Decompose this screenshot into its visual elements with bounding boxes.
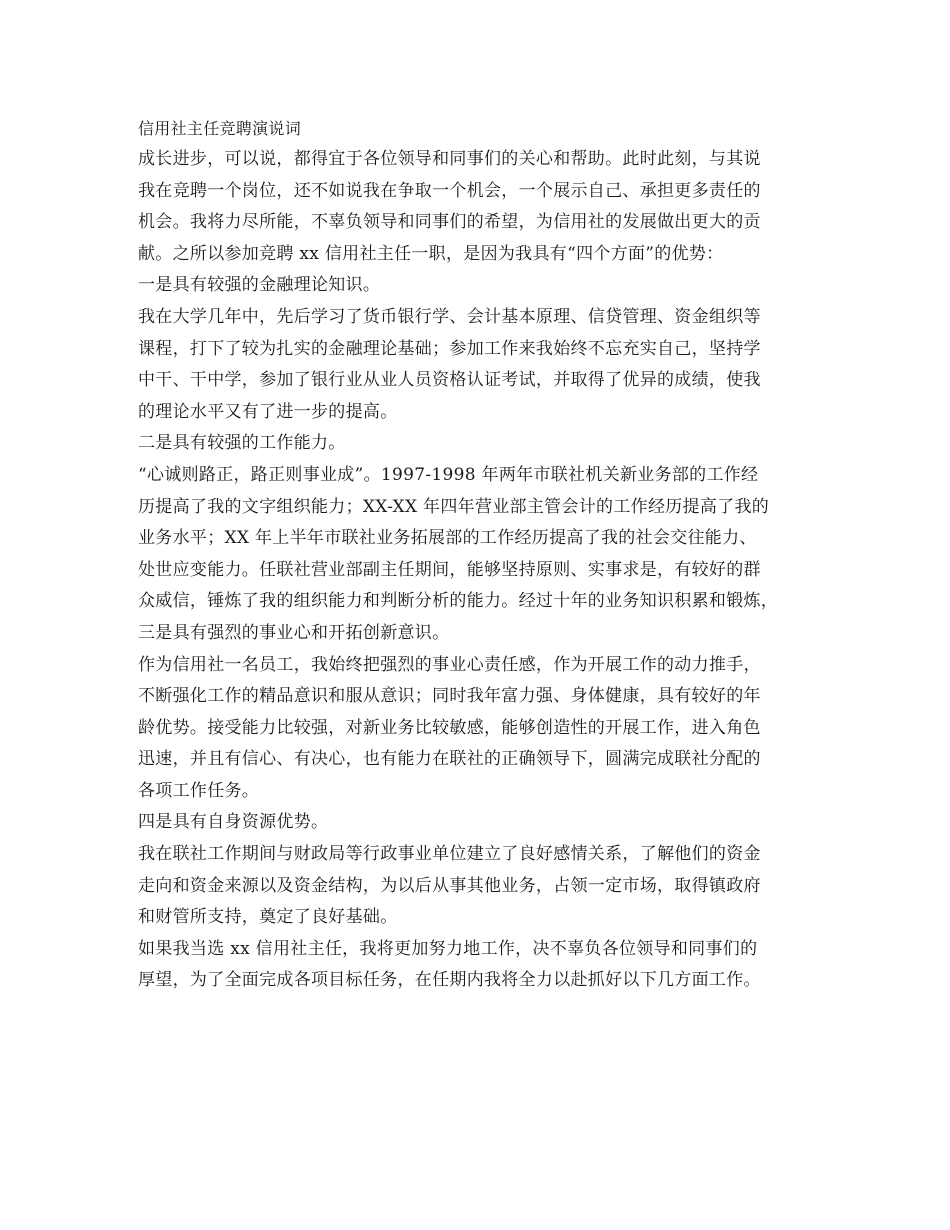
- text-line: 处世应变能力。任联社营业部副主任期间，能够坚持原则、实事求是，有较好的群: [138, 559, 761, 580]
- document-page: [138, 114, 818, 997]
- text-line: 各项工作任务。: [138, 780, 260, 801]
- document-body: [138, 144, 818, 997]
- text-line: 厚望，为了全面完成各项目标任务，在任期内我将全力以赴抓好以下几方面工作。: [138, 970, 761, 991]
- text-line: 中干、干中学，参加了银行业从业人员资格认证考试，并取得了优异的成绩，使我: [138, 370, 761, 391]
- section-heading: 四是具有自身资源优势。: [138, 812, 329, 833]
- text-line: 龄优势。接受能力比较强，对新业务比较敏感，能够创造性的开展工作，进入角色: [138, 717, 761, 738]
- text-line: 机会。我将力尽所能，不辜负领导和同事们的希望，为信用社的发展做出更大的贡: [138, 212, 761, 233]
- section-heading: 二是具有较强的工作能力。: [138, 433, 346, 454]
- text-line: 历提高了我的文字组织能力；XX-XX 年四年营业部主管会计的工作经历提高了我的: [138, 496, 770, 517]
- text-line: 迅速，并且有信心、有决心，也有能力在联社的正确领导下，圆满完成联社分配的: [138, 749, 761, 770]
- text-line: 作为信用社一名员工，我始终把强烈的事业心责任感，作为开展工作的动力推手，: [138, 654, 761, 675]
- text-line: 走向和资金来源以及资金结构，为以后从事其他业务，占领一定市场，取得镇政府: [138, 875, 761, 896]
- text-line: 成长进步，可以说，都得宜于各位领导和同事们的关心和帮助。此时此刻，与其说: [138, 149, 761, 169]
- text-line: “心诚则路正，路正则事业成”。1997-1998 年两年市联社机关新业务部的工作经: [138, 464, 759, 485]
- text-line: 众威信，锤炼了我的组织能力和判断分析的能力。经过十年的业务知识积累和锻炼，: [138, 591, 779, 612]
- text-line: 的理论水平又有了进一步的提高。: [138, 401, 398, 422]
- section-heading: 一是具有较强的金融理论知识。: [138, 275, 381, 296]
- text-line: 不断强化工作的精品意识和服从意识；同时我年富力强、身体健康，具有较好的年: [138, 686, 761, 707]
- text-line: 献。之所以参加竞聘 xx 信用社主任一职，是因为我具有“四个方面”的优势：: [138, 243, 724, 264]
- text-line: 如果我当选 xx 信用社主任，我将更加努力地工作，决不辜负各位领导和同事们的: [138, 938, 758, 959]
- text-line: 我在联社工作期间与财政局等行政事业单位建立了良好感情关系，了解他们的资金: [138, 844, 761, 865]
- document-title: 信用社主任竞聘演说词: [138, 119, 302, 138]
- text-line: 我在大学几年中，先后学习了货币银行学、会计基本原理、信贷管理、资金组织等: [138, 306, 761, 327]
- section-heading: 三是具有强烈的事业心和开拓创新意识。: [138, 622, 450, 643]
- text-line: 业务水平；XX 年上半年市联社业务拓展部的工作经历提高了我的社会交往能力、: [138, 528, 757, 549]
- text-line: 课程，打下了较为扎实的金融理论基础；参加工作来我始终不忘充实自己，坚持学: [138, 338, 761, 359]
- text-line: 和财管所支持，奠定了良好基础。: [138, 907, 398, 928]
- text-line: 我在竞聘一个岗位，还不如说我在争取一个机会，一个展示自己、承担更多责任的: [138, 180, 761, 201]
